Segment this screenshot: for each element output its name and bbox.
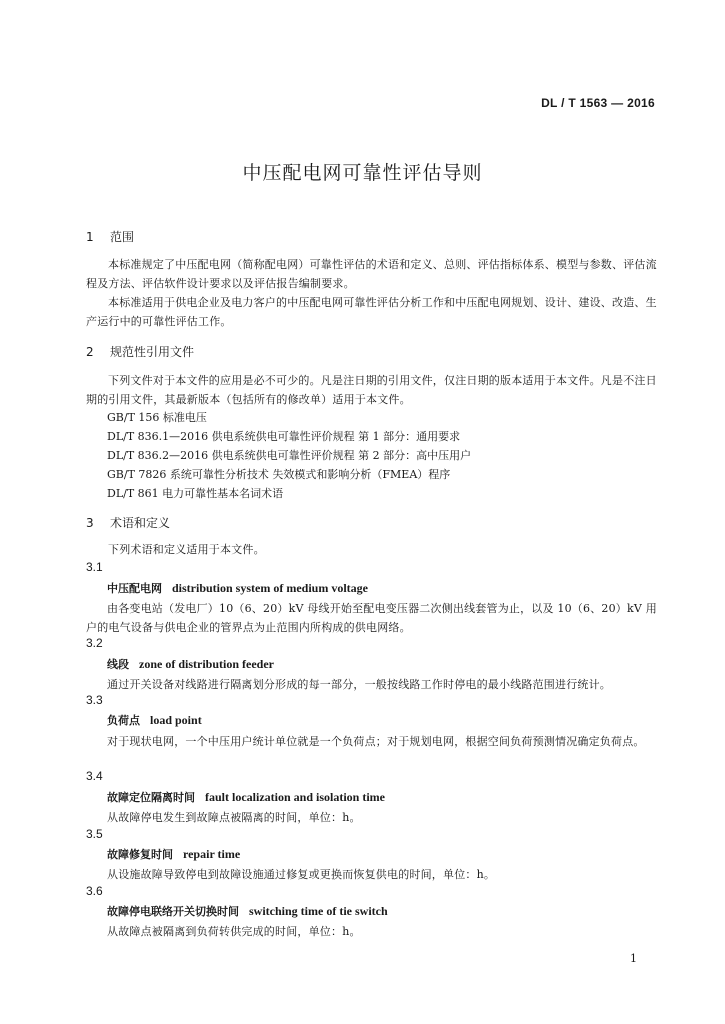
term-definition: 从设施故障导致停电到故障设施通过修复或更换而恢复供电的时间，单位：h。 [107, 868, 496, 881]
term-cn: 负荷点 [107, 714, 140, 727]
term-heading [107, 580, 368, 596]
term-heading [107, 656, 274, 672]
reference-item: GB/T 156 标准电压 [107, 411, 207, 424]
section-1-heading [86, 228, 134, 245]
term-definition: 由各变电站（发电厂）10（6、20）kV 母线开始至配电变压器二次侧出线套管为止，以及 10（6、20）kV 用户的电气设备与供电企业的管界点为止范围内所构成的供电网络。 [86, 602, 657, 634]
term-number: 3.3 [86, 693, 103, 707]
section-2-heading [86, 343, 194, 360]
term-cn: 中压配电网 [107, 582, 162, 595]
reference-item: GB/T 7826 系统可靠性分析技术 失效模式和影响分析（FMEA）程序 [107, 468, 451, 481]
term-cn: 线段 [107, 658, 129, 671]
term-definition: 通过开关设备对线路进行隔离划分形成的每一部分，一般按线路工作时停电的最小线路范围进行统计。 [107, 678, 611, 691]
term-en: switching time of tie switch [249, 904, 388, 918]
document-title: 中压配电网可靠性评估导则 [242, 162, 483, 184]
term-number: 3.4 [86, 769, 103, 783]
term-number: 3.1 [86, 560, 103, 574]
section-number: 1 [86, 230, 94, 244]
section-title: 规范性引用文件 [110, 345, 195, 359]
reference-item: DL/T 861 电力可靠性基本名词术语 [107, 487, 284, 500]
section-1-paragraph-2: 本标准适用于供电企业及电力客户的中压配电网可靠性评估分析工作和中压配电网规划、设计、建设、改造、生产运行中的可靠性评估工作。 [86, 296, 657, 328]
term-number: 3.2 [86, 636, 103, 650]
reference-item: DL/T 836.2—2016 供电系统供电可靠性评价规程 第 2 部分：高中压用户 [107, 449, 472, 462]
term-heading [107, 903, 388, 919]
section-number: 2 [86, 345, 94, 359]
term-number: 3.6 [86, 884, 103, 898]
term-definition: 从故障点被隔离到负荷转供完成的时间，单位：h。 [107, 925, 361, 938]
term-en: repair time [183, 847, 241, 861]
section-number: 3 [86, 516, 94, 530]
section-title: 术语和定义 [110, 516, 171, 530]
term-cn: 故障停电联络开关切换时间 [107, 905, 239, 918]
term-heading [107, 712, 202, 728]
term-en: distribution system of medium voltage [172, 581, 368, 595]
term-cn: 故障修复时间 [107, 848, 173, 861]
term-definition: 对于现状电网，一个中压用户统计单位就是一个负荷点；对于规划电网，根据空间负荷预测情况确定负荷点。 [107, 735, 645, 748]
standard-code: DL / T 1563 — 2016 [541, 96, 655, 110]
reference-item: DL/T 836.1—2016 供电系统供电可靠性评价规程 第 1 部分：通用要求 [107, 430, 461, 443]
term-en: fault localization and isolation time [205, 790, 385, 804]
term-definition: 从故障停电发生到故障点被隔离的时间，单位：h。 [107, 811, 361, 824]
term-heading [107, 846, 240, 862]
section-3-intro: 下列术语和定义适用于本文件。 [108, 543, 265, 556]
term-cn: 故障定位隔离时间 [107, 791, 195, 804]
term-en: zone of distribution feeder [139, 657, 274, 671]
term-en: load point [150, 713, 202, 727]
section-3-heading [86, 514, 170, 531]
term-heading [107, 789, 385, 805]
section-title: 范围 [110, 230, 135, 244]
section-1-paragraph-1: 本标准规定了中压配电网（简称配电网）可靠性评估的术语和定义、总则、评估指标体系、模型与参数、评估流程及方法、评估软件设计要求以及评估报告编制要求。 [86, 258, 657, 290]
page-number: 1 [630, 952, 637, 965]
section-2-intro: 下列文件对于本文件的应用是必不可少的。凡是注日期的引用文件，仅注日期的版本适用于本文件。凡是不注日期的引用文件，其最新版本（包括所有的修改单）适用于本文件。 [86, 374, 657, 406]
term-number: 3.5 [86, 827, 103, 841]
